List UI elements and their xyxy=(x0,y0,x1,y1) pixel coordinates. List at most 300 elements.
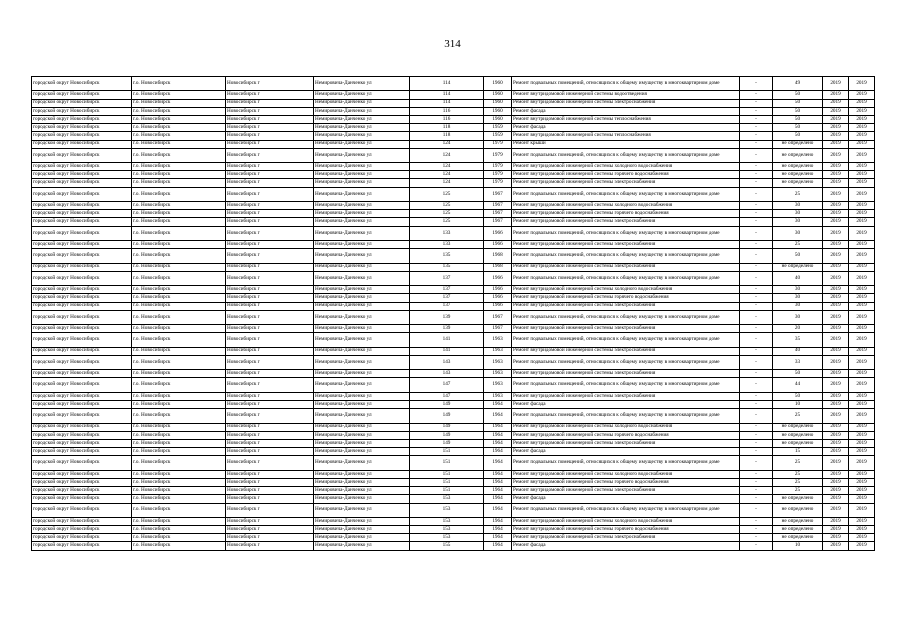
cell-year-to: 2019 xyxy=(849,249,875,263)
cell-year-from: 2019 xyxy=(823,132,849,140)
cell-year-from: 2019 xyxy=(823,263,849,271)
cell-year-to: 2019 xyxy=(849,431,875,439)
cell-house: 137 xyxy=(410,271,484,285)
cell-dash: - xyxy=(740,503,773,517)
cell-district: г.о. Новосибирск xyxy=(132,392,226,400)
cell-district: г.о. Новосибирск xyxy=(132,378,226,392)
cell-year-to: 2019 xyxy=(849,310,875,324)
cell-street: Немировича-Данченко ул xyxy=(314,249,410,263)
cell-work-type: Ремонт внутридомовой инженерной системы холодного водоснабжения xyxy=(512,470,740,478)
cell-dash: - xyxy=(740,526,773,534)
cell-dash: - xyxy=(740,302,773,310)
cell-settlement: Новосибирск г xyxy=(226,241,314,249)
cell-district: г.о. Новосибирск xyxy=(132,534,226,542)
cell-amount: не определено xyxy=(773,503,823,517)
cell-year-from: 2019 xyxy=(823,370,849,378)
cell-year-from: 2019 xyxy=(823,140,849,148)
cell-year: 1966 xyxy=(484,302,512,310)
cell-year-from: 2019 xyxy=(823,124,849,132)
cell-amount: 30 xyxy=(773,286,823,294)
cell-district: г.о. Новосибирск xyxy=(132,542,226,550)
cell-year-from: 2019 xyxy=(823,401,849,409)
cell-year: 1964 xyxy=(484,431,512,439)
cell-settlement: Новосибирск г xyxy=(226,210,314,218)
cell-settlement: Новосибирск г xyxy=(226,542,314,550)
cell-settlement: Новосибирск г xyxy=(226,333,314,347)
cell-year-to: 2019 xyxy=(849,534,875,542)
table-row xyxy=(32,542,875,550)
table-row xyxy=(32,148,875,162)
cell-municipality: городской округ Новосибирск xyxy=(32,542,132,550)
cell-year-to: 2019 xyxy=(849,77,875,91)
cell-municipality: городской округ Новосибирск xyxy=(32,431,132,439)
cell-house: 116 xyxy=(410,115,484,123)
cell-year-from: 2019 xyxy=(823,218,849,226)
table-row xyxy=(32,355,875,369)
table-row xyxy=(32,478,875,486)
cell-amount: 50 xyxy=(773,132,823,140)
cell-street: Немировича-Данченко ул xyxy=(314,401,410,409)
cell-municipality: городской округ Новосибирск xyxy=(32,241,132,249)
cell-amount: не определено xyxy=(773,439,823,447)
cell-district: г.о. Новосибирск xyxy=(132,107,226,115)
table-row xyxy=(32,470,875,478)
cell-municipality: городской округ Новосибирск xyxy=(32,370,132,378)
table-row xyxy=(32,310,875,324)
cell-settlement: Новосибирск г xyxy=(226,99,314,107)
cell-year-from: 2019 xyxy=(823,534,849,542)
cell-year: 1967 xyxy=(484,325,512,333)
cell-municipality: городской округ Новосибирск xyxy=(32,325,132,333)
cell-year: 1967 xyxy=(484,202,512,210)
cell-dash: - xyxy=(740,392,773,400)
table-row xyxy=(32,218,875,226)
cell-settlement: Новосибирск г xyxy=(226,140,314,148)
cell-work-type: Ремонт внутридомовой инженерной системы холодного водоснабжения xyxy=(512,202,740,210)
cell-house: 114 xyxy=(410,91,484,99)
cell-house: 149 xyxy=(410,423,484,431)
cell-year: 1967 xyxy=(484,210,512,218)
cell-year-to: 2019 xyxy=(849,370,875,378)
table-row xyxy=(32,171,875,179)
table-row xyxy=(32,210,875,218)
cell-year-to: 2019 xyxy=(849,526,875,534)
cell-street: Немировича-Данченко ул xyxy=(314,99,410,107)
cell-house: 125 xyxy=(410,218,484,226)
cell-settlement: Новосибирск г xyxy=(226,439,314,447)
cell-municipality: городской округ Новосибирск xyxy=(32,91,132,99)
cell-year-to: 2019 xyxy=(849,171,875,179)
cell-work-type: Ремонт внутридомовой инженерной системы электроснабжения xyxy=(512,439,740,447)
cell-year-from: 2019 xyxy=(823,456,849,470)
table-row xyxy=(32,517,875,525)
cell-municipality: городской округ Новосибирск xyxy=(32,333,132,347)
cell-house: 114 xyxy=(410,99,484,107)
cell-year-from: 2019 xyxy=(823,249,849,263)
cell-year-from: 2019 xyxy=(823,470,849,478)
cell-street: Немировича-Данченко ул xyxy=(314,132,410,140)
cell-house: 135 xyxy=(410,263,484,271)
cell-amount: не определено xyxy=(773,526,823,534)
cell-work-type: Ремонт подвальных помещений, относящихся к общему имуществу в многоквартирном доме xyxy=(512,310,740,324)
cell-district: г.о. Новосибирск xyxy=(132,370,226,378)
cell-house: 137 xyxy=(410,294,484,302)
cell-work-type: Ремонт подвальных помещений, относящихся к общему имуществу в многоквартирном доме xyxy=(512,148,740,162)
cell-year-to: 2019 xyxy=(849,241,875,249)
cell-house: 141 xyxy=(410,347,484,355)
cell-amount: не определено xyxy=(773,140,823,148)
table-row xyxy=(32,423,875,431)
cell-year-from: 2019 xyxy=(823,148,849,162)
cell-amount: 44 xyxy=(773,378,823,392)
cell-municipality: городской округ Новосибирск xyxy=(32,202,132,210)
cell-year-from: 2019 xyxy=(823,503,849,517)
cell-district: г.о. Новосибирск xyxy=(132,263,226,271)
cell-house: 139 xyxy=(410,325,484,333)
cell-dash: - xyxy=(740,115,773,123)
table-row xyxy=(32,439,875,447)
cell-year-to: 2019 xyxy=(849,286,875,294)
cell-dash: - xyxy=(740,456,773,470)
cell-settlement: Новосибирск г xyxy=(226,325,314,333)
cell-district: г.о. Новосибирск xyxy=(132,249,226,263)
cell-year-to: 2019 xyxy=(849,124,875,132)
cell-municipality: городской округ Новосибирск xyxy=(32,355,132,369)
cell-year-from: 2019 xyxy=(823,294,849,302)
cell-year: 1967 xyxy=(484,187,512,201)
cell-dash: - xyxy=(740,140,773,148)
cell-work-type: Ремонт внутридомовой инженерной системы электроснабжения xyxy=(512,241,740,249)
cell-work-type: Ремонт фасада xyxy=(512,448,740,456)
cell-year-to: 2019 xyxy=(849,187,875,201)
cell-street: Немировича-Данченко ул xyxy=(314,423,410,431)
cell-settlement: Новосибирск г xyxy=(226,487,314,495)
cell-year-to: 2019 xyxy=(849,91,875,99)
cell-dash: - xyxy=(740,263,773,271)
cell-work-type: Ремонт внутридомовой инженерной системы горячего водоснабжения xyxy=(512,294,740,302)
cell-year-to: 2019 xyxy=(849,478,875,486)
cell-municipality: городской округ Новосибирск xyxy=(32,124,132,132)
cell-year-to: 2019 xyxy=(849,355,875,369)
cell-work-type: Ремонт внутридомовой инженерной системы электроснабжения xyxy=(512,325,740,333)
cell-dash: - xyxy=(740,448,773,456)
cell-municipality: городской округ Новосибирск xyxy=(32,439,132,447)
cell-settlement: Новосибирск г xyxy=(226,124,314,132)
cell-work-type: Ремонт внутридомовой инженерной системы горячего водоснабжения xyxy=(512,210,740,218)
cell-year-from: 2019 xyxy=(823,448,849,456)
table-row xyxy=(32,333,875,347)
cell-work-type: Ремонт подвальных помещений, относящихся к общему имуществу в многоквартирном доме xyxy=(512,378,740,392)
cell-year: 1963 xyxy=(484,347,512,355)
table-row xyxy=(32,99,875,107)
cell-amount: 30 xyxy=(773,210,823,218)
cell-year-to: 2019 xyxy=(849,487,875,495)
cell-municipality: городской округ Новосибирск xyxy=(32,503,132,517)
table-row xyxy=(32,140,875,148)
cell-settlement: Новосибирск г xyxy=(226,495,314,503)
cell-year: 1964 xyxy=(484,542,512,550)
cell-dash: - xyxy=(740,409,773,423)
cell-street: Немировича-Данченко ул xyxy=(314,526,410,534)
cell-settlement: Новосибирск г xyxy=(226,310,314,324)
cell-year-to: 2019 xyxy=(849,439,875,447)
cell-year-from: 2019 xyxy=(823,478,849,486)
cell-year: 1966 xyxy=(484,241,512,249)
cell-street: Немировича-Данченко ул xyxy=(314,347,410,355)
cell-district: г.о. Новосибирск xyxy=(132,431,226,439)
cell-street: Немировича-Данченко ул xyxy=(314,210,410,218)
cell-house: 125 xyxy=(410,202,484,210)
cell-year-to: 2019 xyxy=(849,409,875,423)
cell-settlement: Новосибирск г xyxy=(226,132,314,140)
cell-work-type: Ремонт внутридомовой инженерной системы горячего водоснабжения xyxy=(512,526,740,534)
cell-street: Немировича-Данченко ул xyxy=(314,163,410,171)
cell-year-from: 2019 xyxy=(823,409,849,423)
table-row xyxy=(32,187,875,201)
cell-dash: - xyxy=(740,310,773,324)
cell-house: 141 xyxy=(410,333,484,347)
cell-district: г.о. Новосибирск xyxy=(132,487,226,495)
cell-municipality: городской округ Новосибирск xyxy=(32,148,132,162)
cell-dash: - xyxy=(740,107,773,115)
cell-work-type: Ремонт крыши xyxy=(512,140,740,148)
cell-year-to: 2019 xyxy=(849,448,875,456)
table-row xyxy=(32,302,875,310)
cell-district: г.о. Новосибирск xyxy=(132,91,226,99)
cell-dash: - xyxy=(740,423,773,431)
cell-house: 149 xyxy=(410,401,484,409)
cell-amount: 35 xyxy=(773,333,823,347)
cell-year-from: 2019 xyxy=(823,526,849,534)
cell-year-from: 2019 xyxy=(823,325,849,333)
cell-street: Немировича-Данченко ул xyxy=(314,409,410,423)
cell-settlement: Новосибирск г xyxy=(226,431,314,439)
table-row xyxy=(32,294,875,302)
cell-municipality: городской округ Новосибирск xyxy=(32,171,132,179)
cell-year-from: 2019 xyxy=(823,495,849,503)
cell-year-to: 2019 xyxy=(849,392,875,400)
cell-amount: не определено xyxy=(773,534,823,542)
cell-municipality: городской округ Новосибирск xyxy=(32,210,132,218)
cell-year: 1959 xyxy=(484,124,512,132)
cell-dash: - xyxy=(740,431,773,439)
cell-house: 155 xyxy=(410,542,484,550)
cell-year-to: 2019 xyxy=(849,401,875,409)
cell-year: 1960 xyxy=(484,115,512,123)
cell-amount: 20 xyxy=(773,325,823,333)
cell-work-type: Ремонт внутридомовой инженерной системы горячего водоснабжения xyxy=(512,478,740,486)
cell-amount: не определено xyxy=(773,263,823,271)
cell-year: 1964 xyxy=(484,470,512,478)
cell-work-type: Ремонт внутридомовой инженерной системы холодного водоснабжения xyxy=(512,163,740,171)
cell-work-type: Ремонт внутридомовой инженерной системы теплоснабжения xyxy=(512,115,740,123)
cell-house: 125 xyxy=(410,210,484,218)
cell-amount: не определено xyxy=(773,517,823,525)
cell-year-to: 2019 xyxy=(849,495,875,503)
cell-settlement: Новосибирск г xyxy=(226,286,314,294)
cell-district: г.о. Новосибирск xyxy=(132,423,226,431)
cell-year: 1964 xyxy=(484,439,512,447)
cell-house: 118 xyxy=(410,124,484,132)
cell-year: 1963 xyxy=(484,333,512,347)
cell-municipality: городской округ Новосибирск xyxy=(32,456,132,470)
cell-amount: не определено xyxy=(773,148,823,162)
cell-district: г.о. Новосибирск xyxy=(132,355,226,369)
cell-amount: 30 xyxy=(773,294,823,302)
cell-dash: - xyxy=(740,77,773,91)
cell-amount: 33 xyxy=(773,355,823,369)
table-row xyxy=(32,179,875,187)
cell-municipality: городской округ Новосибирск xyxy=(32,310,132,324)
cell-work-type: Ремонт подвальных помещений, относящихся к общему имуществу в многоквартирном доме xyxy=(512,409,740,423)
table-row xyxy=(32,526,875,534)
cell-year-to: 2019 xyxy=(849,271,875,285)
cell-work-type: Ремонт подвальных помещений, относящихся к общему имуществу в многоквартирном доме xyxy=(512,271,740,285)
cell-settlement: Новосибирск г xyxy=(226,378,314,392)
cell-street: Немировича-Данченко ул xyxy=(314,456,410,470)
cell-year-from: 2019 xyxy=(823,542,849,550)
cell-year: 1964 xyxy=(484,534,512,542)
cell-year-to: 2019 xyxy=(849,542,875,550)
cell-house: 149 xyxy=(410,409,484,423)
table-row xyxy=(32,263,875,271)
cell-street: Немировича-Данченко ул xyxy=(314,77,410,91)
cell-year-from: 2019 xyxy=(823,423,849,431)
cell-work-type: Ремонт подвальных помещений, относящихся к общему имуществу в многоквартирном доме xyxy=(512,77,740,91)
cell-year: 1968 xyxy=(484,263,512,271)
cell-year: 1979 xyxy=(484,140,512,148)
cell-district: г.о. Новосибирск xyxy=(132,124,226,132)
cell-work-type: Ремонт внутридомовой инженерной системы горячего водоснабжения xyxy=(512,431,740,439)
cell-street: Немировича-Данченко ул xyxy=(314,271,410,285)
cell-house: 153 xyxy=(410,503,484,517)
cell-municipality: городской округ Новосибирск xyxy=(32,302,132,310)
cell-settlement: Новосибирск г xyxy=(226,370,314,378)
cell-year-from: 2019 xyxy=(823,210,849,218)
cell-settlement: Новосибирск г xyxy=(226,249,314,263)
cell-municipality: городской округ Новосибирск xyxy=(32,448,132,456)
cell-street: Немировича-Данченко ул xyxy=(314,439,410,447)
cell-year: 1963 xyxy=(484,370,512,378)
cell-year: 1964 xyxy=(484,526,512,534)
cell-dash: - xyxy=(740,179,773,187)
table-row xyxy=(32,325,875,333)
cell-year: 1979 xyxy=(484,163,512,171)
cell-street: Немировича-Данченко ул xyxy=(314,140,410,148)
cell-amount: 30 xyxy=(773,302,823,310)
cell-work-type: Ремонт внутридомовой инженерной системы электроснабжения xyxy=(512,487,740,495)
cell-house: 124 xyxy=(410,163,484,171)
cell-street: Немировича-Данченко ул xyxy=(314,294,410,302)
cell-dash: - xyxy=(740,439,773,447)
cell-street: Немировича-Данченко ул xyxy=(314,478,410,486)
cell-year-from: 2019 xyxy=(823,179,849,187)
cell-street: Немировича-Данченко ул xyxy=(314,171,410,179)
cell-year: 1964 xyxy=(484,517,512,525)
cell-year-from: 2019 xyxy=(823,91,849,99)
cell-house: 116 xyxy=(410,107,484,115)
cell-house: 124 xyxy=(410,171,484,179)
cell-year: 1964 xyxy=(484,503,512,517)
cell-dash: - xyxy=(740,401,773,409)
cell-year: 1979 xyxy=(484,179,512,187)
table-row xyxy=(32,503,875,517)
cell-dash: - xyxy=(740,370,773,378)
cell-municipality: городской округ Новосибирск xyxy=(32,218,132,226)
cell-house: 149 xyxy=(410,439,484,447)
cell-dash: - xyxy=(740,378,773,392)
cell-amount: 30 xyxy=(773,218,823,226)
cell-amount: 50 xyxy=(773,91,823,99)
cell-street: Немировича-Данченко ул xyxy=(314,179,410,187)
cell-year-to: 2019 xyxy=(849,107,875,115)
cell-street: Немировича-Данченко ул xyxy=(314,241,410,249)
cell-year-to: 2019 xyxy=(849,503,875,517)
cell-amount: не определено xyxy=(773,431,823,439)
cell-street: Немировича-Данченко ул xyxy=(314,302,410,310)
cell-year-from: 2019 xyxy=(823,347,849,355)
cell-settlement: Новосибирск г xyxy=(226,517,314,525)
cell-year-to: 2019 xyxy=(849,456,875,470)
cell-year-from: 2019 xyxy=(823,355,849,369)
cell-dash: - xyxy=(740,355,773,369)
cell-dash: - xyxy=(740,487,773,495)
cell-work-type: Ремонт внутридомовой инженерной системы электроснабжения xyxy=(512,392,740,400)
cell-year-from: 2019 xyxy=(823,187,849,201)
cell-district: г.о. Новосибирск xyxy=(132,286,226,294)
cell-municipality: городской округ Новосибирск xyxy=(32,179,132,187)
cell-settlement: Новосибирск г xyxy=(226,179,314,187)
cell-amount: 50 xyxy=(773,392,823,400)
cell-year: 1960 xyxy=(484,99,512,107)
cell-year-from: 2019 xyxy=(823,378,849,392)
cell-amount: 50 xyxy=(773,107,823,115)
cell-settlement: Новосибирск г xyxy=(226,163,314,171)
cell-house: 124 xyxy=(410,179,484,187)
cell-work-type: Ремонт внутридомовой инженерной системы холодного водоснабжения xyxy=(512,517,740,525)
cell-year-to: 2019 xyxy=(849,179,875,187)
cell-work-type: Ремонт внутридомовой инженерной системы горячего водоснабжения xyxy=(512,171,740,179)
cell-year: 1964 xyxy=(484,487,512,495)
cell-dash: - xyxy=(740,148,773,162)
cell-district: г.о. Новосибирск xyxy=(132,115,226,123)
table-row xyxy=(32,115,875,123)
cell-municipality: городской округ Новосибирск xyxy=(32,294,132,302)
cell-settlement: Новосибирск г xyxy=(226,401,314,409)
cell-house: 118 xyxy=(410,132,484,140)
table-row xyxy=(32,378,875,392)
cell-house: 137 xyxy=(410,302,484,310)
table-row xyxy=(32,286,875,294)
table-row xyxy=(32,495,875,503)
cell-amount: 30 xyxy=(773,226,823,240)
cell-work-type: Ремонт подвальных помещений, относящихся к общему имуществу в многоквартирном доме xyxy=(512,333,740,347)
cell-dash: - xyxy=(740,333,773,347)
table-row xyxy=(32,271,875,285)
cell-work-type: Ремонт фасада xyxy=(512,124,740,132)
cell-municipality: городской округ Новосибирск xyxy=(32,286,132,294)
cell-year: 1966 xyxy=(484,226,512,240)
table-row xyxy=(32,124,875,132)
cell-year-to: 2019 xyxy=(849,210,875,218)
cell-municipality: городской округ Новосибирск xyxy=(32,271,132,285)
table-row xyxy=(32,241,875,249)
cell-street: Немировича-Данченко ул xyxy=(314,218,410,226)
cell-street: Немировича-Данченко ул xyxy=(314,286,410,294)
table-row xyxy=(32,431,875,439)
cell-year-to: 2019 xyxy=(849,163,875,171)
cell-year-to: 2019 xyxy=(849,294,875,302)
